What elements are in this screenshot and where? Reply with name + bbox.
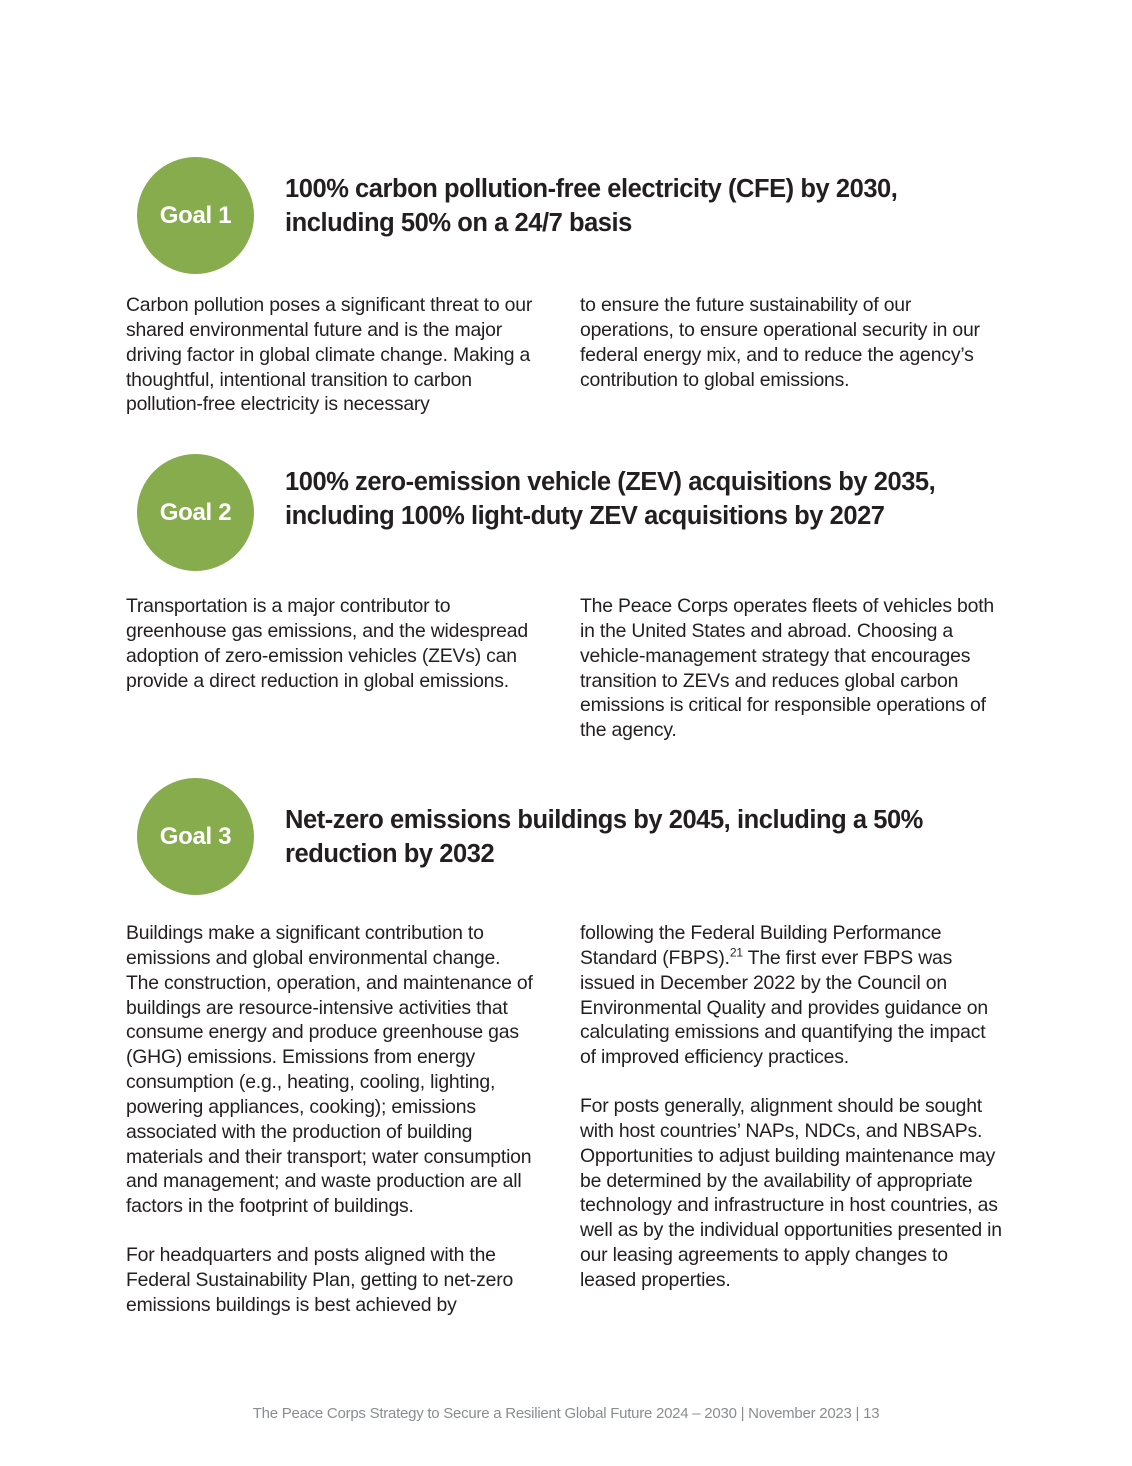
goal-title-2: 100% zero-emission vehicle (ZEV) acquisitions by 2035, including 100% light-duty ZEV acquisitions by 2027 — [285, 468, 936, 530]
goal-section-3 — [126, 757, 1010, 1318]
paragraph: Carbon pollution poses a significant threat to our shared environmental future and is the major driving factor in global climate change. Making a thoughtful, intentional transition to carbon pollution-free electricity is necessary — [126, 294, 533, 416]
goal-header-1 — [126, 157, 1010, 275]
footnote-text-after: The first ever FBPS was issued in December 2022 by the Council on Environmental Quality and provides guidance on calculating emissions and quantifying the impact of improved efficiency practices. — [580, 946, 988, 1069]
goal-header-2 — [126, 454, 1010, 572]
paragraph: The Peace Corps operates fleets of vehicles both in the United States and abroad. Choosing a vehicle-management strategy that encourages transition to ZEVs and reduces global carbon emissions is critical for responsible operations of the agency. — [580, 595, 995, 742]
goal-badge-3 — [137, 778, 254, 895]
paragraph: For posts generally, alignment should be sought with host countries’ NAPs, NDCs, and NBSAPs. Opportunities to adjust building maintenance may be determined by the availability of appropriate technology and infrastructure in host countries, as well as by the individual opportunities presented in our leasing agreements to apply changes to leased properties. — [580, 1095, 1002, 1291]
goal-title-3: Net-zero emissions buildings by 2045, including a 50% reduction by 2032 — [285, 806, 923, 868]
paragraph-with-footnote — [580, 921, 1005, 1070]
paragraph: to ensure the future sustainability of our operations, to ensure operational security in our federal energy mix, and to reduce the agency’s contribution to global emissions. — [580, 294, 980, 391]
goal-2-right-column — [580, 594, 1005, 743]
goal-3-left-column — [126, 921, 536, 1317]
goal-body-2 — [126, 594, 1010, 743]
goal-section-2 — [126, 433, 1010, 743]
goal-1-left-column — [126, 293, 536, 417]
goal-1-right-column — [580, 293, 1005, 417]
goal-title-1: 100% carbon pollution-free electricity (CFE) by 2030, including 50% on a 24/7 basis — [285, 175, 898, 237]
paragraph: Transportation is a major contributor to greenhouse gas emissions, and the widespread adoption of zero-emission vehicles (ZEVs) can provide a direct reduction in global emissions. — [126, 595, 528, 692]
goal-body-1 — [126, 293, 1010, 417]
goal-badge-1 — [137, 157, 254, 274]
goal-badge-label: Goal 3 — [159, 822, 232, 850]
goal-3-right-column — [580, 921, 1005, 1317]
footnote-text-before: following the Federal Building Performance Standard (FBPS). — [580, 922, 942, 969]
page-footer — [0, 1405, 1132, 1423]
goal-badge-2 — [137, 454, 254, 571]
paragraph: Buildings make a significant contribution to emissions and global environmental change. The construction, operation, and maintenance of buildings are resource-intensive activities that consume energy and produce greenhouse gas (GHG) emissions. Emissions from energy consumption (e.g., heating, cooling, lighting, powering appliances, cooking); emissions associated with the production of building materials and their transport; water consumption and management; and waste production are all factors in the footprint of buildings. — [126, 922, 533, 1218]
goal-header-3 — [126, 778, 1010, 896]
paragraph: For headquarters and posts aligned with the Federal Sustainability Plan, getting to net-zero emissions buildings is best achieved by — [126, 1244, 514, 1316]
goal-badge-label: Goal 1 — [159, 201, 232, 229]
goal-2-left-column — [126, 594, 536, 743]
goal-badge-label: Goal 2 — [159, 498, 232, 526]
footer-text: The Peace Corps Strategy to Secure a Resilient Global Future 2024 – 2030 | November 2023 | 13 — [252, 1405, 880, 1422]
goal-body-3 — [126, 921, 1010, 1317]
footnote-marker: 21 — [729, 945, 743, 960]
goal-section-1 — [126, 136, 1010, 417]
